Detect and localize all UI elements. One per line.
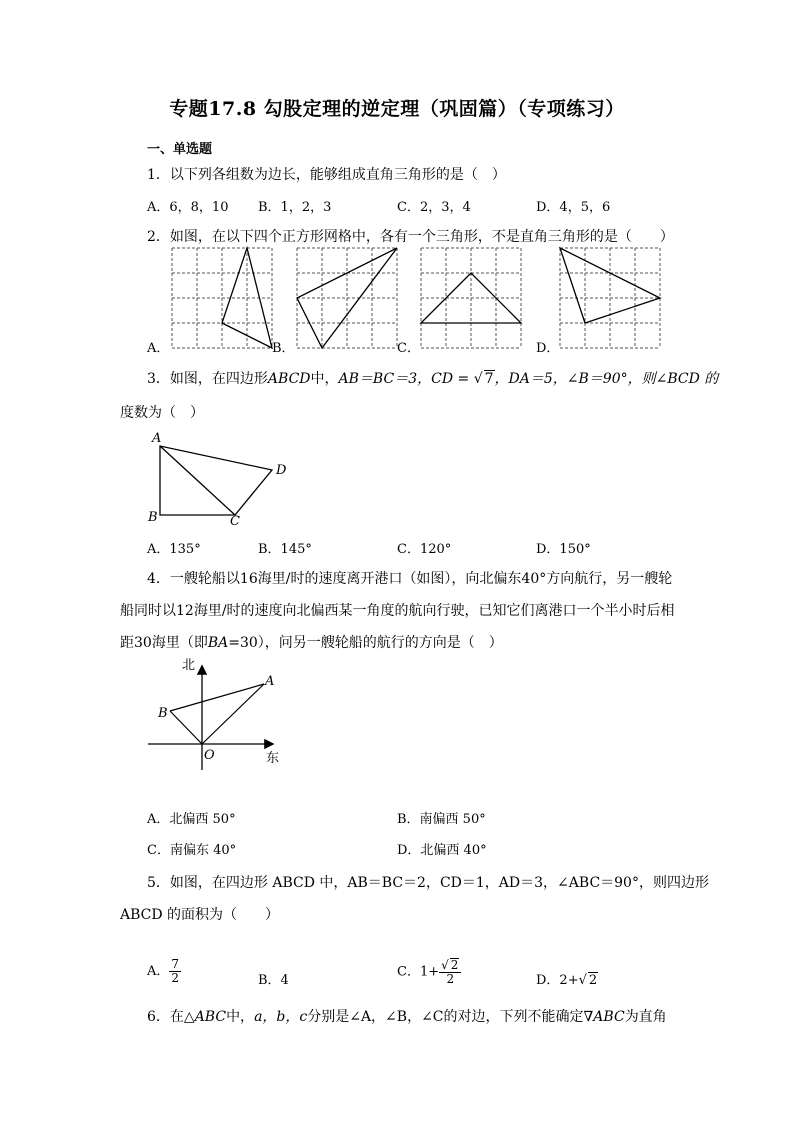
q6-part3: 分别是∠A，∠B，∠C的对边，下列不能确定 xyxy=(307,1009,584,1025)
q3-stem-b: 中， xyxy=(310,371,339,387)
q3-option-a: A．135° xyxy=(147,542,201,557)
q5-option-a-fraction xyxy=(169,958,181,985)
q2-grid-a xyxy=(172,248,272,348)
q6-vars: a，b，c xyxy=(254,1009,308,1025)
page-title: 专题17.8 勾股定理的逆定理（巩固篇）（专项练习） xyxy=(169,98,625,120)
q1-stem: 1．以下列各组数为边长，能够组成直角三角形的是（ ） xyxy=(147,167,506,183)
q3-point-b: B xyxy=(148,510,158,525)
section-heading: 一、单选题 xyxy=(147,142,213,157)
q1-option-a: A．6，8，10 xyxy=(147,200,229,215)
q3-figure xyxy=(140,428,300,528)
q5-option-c-num: √ 2 xyxy=(439,958,461,973)
q6-part2: 中， xyxy=(226,1009,255,1025)
q3-quad: ABCD xyxy=(267,371,311,387)
q2-label-c: C． xyxy=(397,341,420,356)
q3-stem-a: 3．如图，在四边形 xyxy=(147,371,268,387)
q4-north-label: 北 xyxy=(182,658,196,673)
q5-option-c-label: C．1+ xyxy=(397,964,440,980)
q3-stem xyxy=(147,368,718,388)
q1-option-c: C．2，3，4 xyxy=(397,200,471,215)
q4-point-b: B xyxy=(158,706,168,721)
q4-line3-ba: BA xyxy=(207,635,229,651)
q3-point-a: A xyxy=(152,431,162,446)
q2-grid-b xyxy=(297,248,397,348)
q6-part4: 为直角 xyxy=(624,1009,667,1025)
q3-point-d: D xyxy=(276,463,287,478)
q5-line2: ABCD 的面积为（ ） xyxy=(120,907,280,923)
q5-option-c-fraction xyxy=(439,958,461,986)
q5-option-c-sqrt: 2 xyxy=(450,958,459,972)
q3-sqrt-sign: √ xyxy=(473,371,483,387)
q6-part1: 6．在 xyxy=(147,1009,184,1025)
q3-option-d: D．150° xyxy=(536,542,591,557)
q2-label-d: D． xyxy=(536,341,560,356)
q5-option-c xyxy=(397,958,461,986)
q1-option-b: B．1，2，3 xyxy=(258,200,332,215)
q6-stem xyxy=(147,1006,667,1026)
q2-label-b: B． xyxy=(272,341,295,356)
q2-grid-c xyxy=(421,248,521,348)
q6-tri1: △ABC xyxy=(183,1009,227,1025)
q5-option-a-label: A． xyxy=(147,964,170,979)
q3-ab-bc: AB＝BC＝3， xyxy=(338,371,432,387)
q4-line2: 船同时以12海里/时的速度向北偏西某一角度的航向行驶，已知它们离港口一个半小时后相 xyxy=(120,603,675,619)
q3-stem-line2: 度数为（ ） xyxy=(120,405,204,421)
q5-option-a-den: 2 xyxy=(171,971,180,985)
q4-option-c: C．南偏东 40° xyxy=(147,843,237,858)
q4-option-b: B．南偏西 50° xyxy=(397,812,486,827)
q6-tri2: ∇ABC xyxy=(583,1009,625,1025)
q3-sqrt-val: 7 xyxy=(484,371,494,387)
q4-point-a: A xyxy=(265,674,275,689)
q5-option-d xyxy=(536,969,598,988)
q4-figure xyxy=(140,655,290,775)
q5-option-c-den: 2 xyxy=(446,972,455,986)
q3-da: ，DA＝5，∠B＝90°，则∠BCD 的 xyxy=(494,371,719,387)
q2-grid-d xyxy=(560,248,660,348)
q4-line3-a: 距30海里（即 xyxy=(120,635,208,651)
q3-option-b: B．145° xyxy=(258,542,312,557)
q3-eq: = xyxy=(453,371,474,387)
q3-option-c: C．120° xyxy=(397,542,452,557)
q4-line3 xyxy=(120,632,503,652)
q5-line1: 5．如图，在四边形 ABCD 中，AB＝BC＝2，CD＝1，AD＝3，∠ABC＝90°，则四边形 xyxy=(147,875,709,891)
q4-line1: 4．一艘轮船以16海里/时的速度离开港口（如图），向北偏东40°方向航行，另一艘轮 xyxy=(147,571,673,587)
q1-option-d: D．4，5，6 xyxy=(536,200,611,215)
q3-point-c: C xyxy=(230,514,240,529)
q5-option-d-label: D．2+ xyxy=(536,973,579,988)
q4-line3-b: =30），问另一艘轮船的航行的方向是（ ） xyxy=(228,635,503,651)
q5-option-d-sqrt: 2 xyxy=(588,973,598,988)
q4-point-o: O xyxy=(204,748,215,763)
q5-option-a-num: 7 xyxy=(171,957,180,971)
q4-option-d: D．北偏西 40° xyxy=(397,843,487,858)
q4-east-label: 东 xyxy=(266,751,280,766)
q5-option-d-sqrt-sign: √ xyxy=(578,973,587,988)
q3-cd: CD xyxy=(431,371,454,387)
q4-option-a: A．北偏西 50° xyxy=(147,812,236,827)
q2-label-a: A． xyxy=(147,341,170,356)
q5-option-b: B．4 xyxy=(258,973,289,988)
q5-option-a xyxy=(147,958,181,985)
q2-stem: 2．如图，在以下四个正方形网格中，各有一个三角形，不是直角三角形的是（ ） xyxy=(147,229,674,245)
